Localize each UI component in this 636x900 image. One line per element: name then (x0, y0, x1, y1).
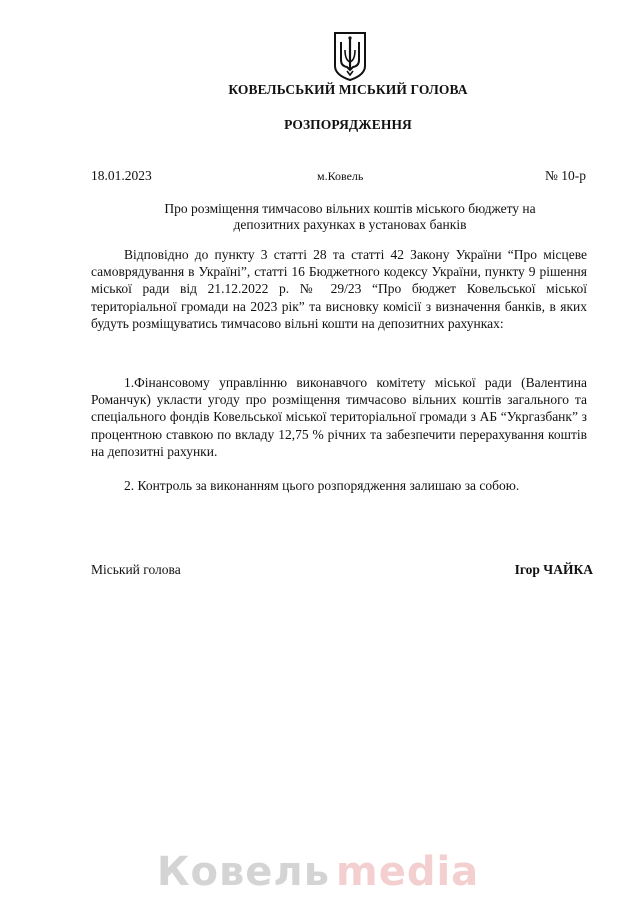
signatory-name: Ігор ЧАЙКА (514, 562, 593, 577)
clause-2-paragraph: 2. Контроль за виконанням цього розпорядження залишаю за собою. (124, 478, 520, 493)
document-subject (120, 201, 580, 233)
issuer-title: КОВЕЛЬСЬКИЙ МІСЬКИЙ ГОЛОВА (228, 82, 468, 97)
clause-1-paragraph: 1.Фінансовому управлінню виконавчого комітету міської ради (Валентина Романчук) укласти угоду про розміщення тимчасово вільних коштів загального та спеціального фондів Ковельської міської територіальної громади з АБ “Укргазбанк” з процентною ставкою по вкладу 12,75 % річних та забезпечити перерахування коштів на депозитні рахунки. (91, 375, 587, 459)
subject-line-2: депозитних рахунках в установах банків (233, 217, 467, 232)
signatory-position: Міський голова (91, 562, 181, 577)
document-number: № 10-р (544, 168, 586, 183)
watermark-part-2: media (336, 849, 480, 895)
watermark-part-1: Ковель (156, 849, 331, 895)
trident-emblem-icon (332, 30, 368, 82)
document-place: м.Ковель (317, 169, 364, 183)
document-type: РОЗПОРЯДЖЕННЯ (284, 117, 412, 132)
preamble-paragraph: Відповідно до пункту 3 статті 28 та статті 42 Закону України “Про місцеве самоврядування в Україні”, статті 16 Бюджетного кодексу України, пункту 9 рішення міської ради від 21.12.2022 р. № 29/23 “Про бюджет Ковельської міської територіальної громади на 2023 рік” та висновку комісії з визначення банків, в яких будуть розміщуватись тимчасово вільні кошти на депозитних рахунках: (91, 247, 587, 331)
document-meta (91, 168, 586, 186)
subject-line-1: Про розміщення тимчасово вільних коштів міського бюджету на (164, 201, 536, 216)
document-date: 18.01.2023 (91, 168, 152, 183)
watermark-logo (0, 848, 636, 896)
